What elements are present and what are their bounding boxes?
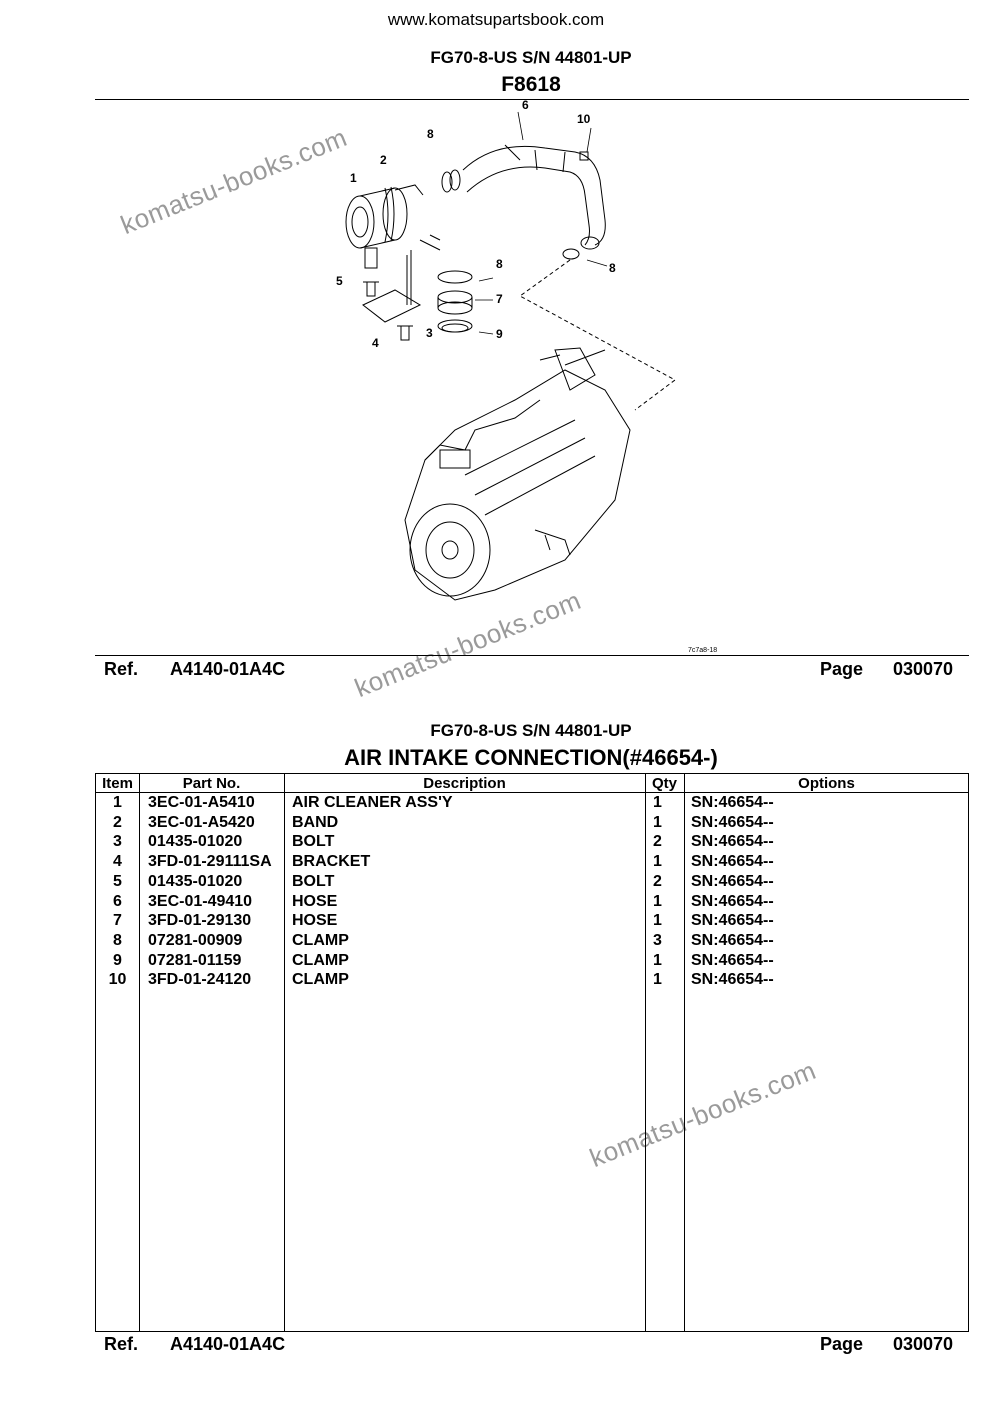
site-url: www.komatsupartsbook.com <box>387 10 605 29</box>
cell-options: SN:46654-- <box>691 813 774 831</box>
cell-options: SN:46654-- <box>691 892 774 910</box>
cell-description: HOSE <box>292 892 338 910</box>
cell-part-no: 3FD-01-29111SA <box>148 853 272 871</box>
parts-model-heading: FG70-8-US S/N 44801-UP <box>430 721 632 740</box>
cell-qty: 2 <box>653 872 662 890</box>
cell-description: BOLT <box>292 833 335 851</box>
callout-5: 5 <box>336 274 343 288</box>
callout-8-upper: 8 <box>427 127 434 141</box>
drawing-code: 7c7a8-18 <box>688 647 718 654</box>
watermark-bottom: komatsu-books.com <box>585 1054 821 1174</box>
cell-item: 2 <box>113 813 122 831</box>
hose-7-drawing <box>438 271 472 332</box>
cell-part-no: 01435-01020 <box>148 833 243 851</box>
cell-description: BRACKET <box>292 853 371 871</box>
cell-part-no: 3EC-01-A5410 <box>148 794 255 811</box>
cell-qty: 1 <box>653 813 662 831</box>
header-options: Options <box>798 775 855 792</box>
cell-description: CLAMP <box>292 951 349 969</box>
callout-1: 1 <box>350 171 357 185</box>
cell-options: SN:46654-- <box>691 912 774 930</box>
cell-qty: 1 <box>653 912 662 930</box>
cell-description: BAND <box>292 813 339 831</box>
clamp-8-upper-drawing <box>442 170 460 192</box>
cell-item: 10 <box>108 971 127 989</box>
cell-item: 7 <box>113 912 122 930</box>
figure-number: F8618 <box>501 73 561 96</box>
table-row <box>96 814 968 834</box>
cell-qty: 2 <box>653 833 662 851</box>
callout-2: 2 <box>380 153 387 167</box>
cell-item: 3 <box>113 833 122 851</box>
cell-options: SN:46654-- <box>691 872 774 890</box>
cell-options: SN:46654-- <box>691 853 774 871</box>
callout-9: 9 <box>496 327 503 341</box>
callout-7: 7 <box>496 292 503 306</box>
cell-item: 6 <box>113 892 122 910</box>
callout-3: 3 <box>426 326 433 340</box>
table-row <box>96 912 968 932</box>
engine-drawing <box>405 348 630 600</box>
clamp-10-drawing <box>580 152 588 160</box>
parts-title: AIR INTAKE CONNECTION(#46654-) <box>344 745 718 770</box>
model-heading: FG70-8-US S/N 44801-UP <box>430 48 632 67</box>
ref-value: A4140-01A4C <box>170 659 286 679</box>
cell-qty: 1 <box>653 794 662 811</box>
callout-6: 6 <box>522 100 529 112</box>
table-row <box>96 853 968 873</box>
cell-part-no: 3FD-01-24120 <box>148 971 252 989</box>
cell-options: SN:46654-- <box>691 794 774 811</box>
cell-part-no: 3EC-01-49410 <box>148 892 253 910</box>
cell-part-no: 07281-00909 <box>148 931 243 949</box>
bottom-ref-label: Ref. <box>104 1334 139 1354</box>
table-row <box>96 794 968 814</box>
cell-options: SN:46654-- <box>691 951 774 969</box>
table-row <box>96 932 968 952</box>
cell-description: CLAMP <box>292 931 349 949</box>
table-header <box>96 774 968 793</box>
cell-qty: 1 <box>653 951 662 969</box>
hose-6-drawing <box>463 145 605 249</box>
cell-description: CLAMP <box>292 971 349 989</box>
table-row <box>96 873 968 893</box>
table-row <box>96 952 968 972</box>
watermark-top: komatsu-books.com <box>116 121 352 241</box>
cell-item: 4 <box>113 853 122 871</box>
bottom-page-label: Page <box>820 1334 864 1354</box>
callout-8-right: 8 <box>609 261 616 275</box>
cell-options: SN:46654-- <box>691 833 774 851</box>
cell-description: HOSE <box>292 912 338 930</box>
header-qty: Qty <box>651 775 677 792</box>
cell-qty: 1 <box>653 892 662 910</box>
cell-qty: 1 <box>653 971 662 989</box>
cell-item: 1 <box>113 794 122 811</box>
connection-line <box>520 260 675 410</box>
table-row <box>96 971 968 991</box>
cell-qty: 1 <box>653 853 662 871</box>
table-row <box>96 893 968 913</box>
page-value: 030070 <box>893 659 954 679</box>
parts-table <box>95 773 969 1332</box>
header-item: Item <box>102 775 133 792</box>
header-description: Description <box>423 775 506 792</box>
cell-description: BOLT <box>292 872 335 890</box>
cell-item: 8 <box>113 931 122 949</box>
cell-part-no: 3FD-01-29130 <box>148 912 252 930</box>
callout-10: 10 <box>577 112 591 126</box>
bottom-page-value: 030070 <box>893 1334 954 1354</box>
watermark-middle: komatsu-books.com <box>350 584 586 704</box>
cell-item: 9 <box>113 951 122 969</box>
page-label: Page <box>820 659 864 679</box>
bolt-5-drawing <box>363 282 379 296</box>
callout-8-middle: 8 <box>496 257 503 271</box>
cell-options: SN:46654-- <box>691 971 774 989</box>
cell-qty: 3 <box>653 931 662 949</box>
bolt-3-drawing <box>397 326 413 340</box>
bottom-ref-value: A4140-01A4C <box>170 1334 286 1354</box>
cell-options: SN:46654-- <box>691 931 774 949</box>
cell-item: 5 <box>113 872 122 890</box>
cell-part-no: 3EC-01-A5420 <box>148 813 255 831</box>
cell-part-no: 07281-01159 <box>148 951 242 969</box>
header-part-no: Part No. <box>182 775 241 792</box>
cell-part-no: 01435-01020 <box>148 872 243 890</box>
table-row <box>96 833 968 853</box>
cell-description: AIR CLEANER ASS'Y <box>292 794 453 811</box>
ref-label: Ref. <box>104 659 139 679</box>
clamp-8-right-drawing <box>563 249 579 259</box>
figure-footer-rule <box>95 655 969 656</box>
callout-4: 4 <box>372 336 379 350</box>
